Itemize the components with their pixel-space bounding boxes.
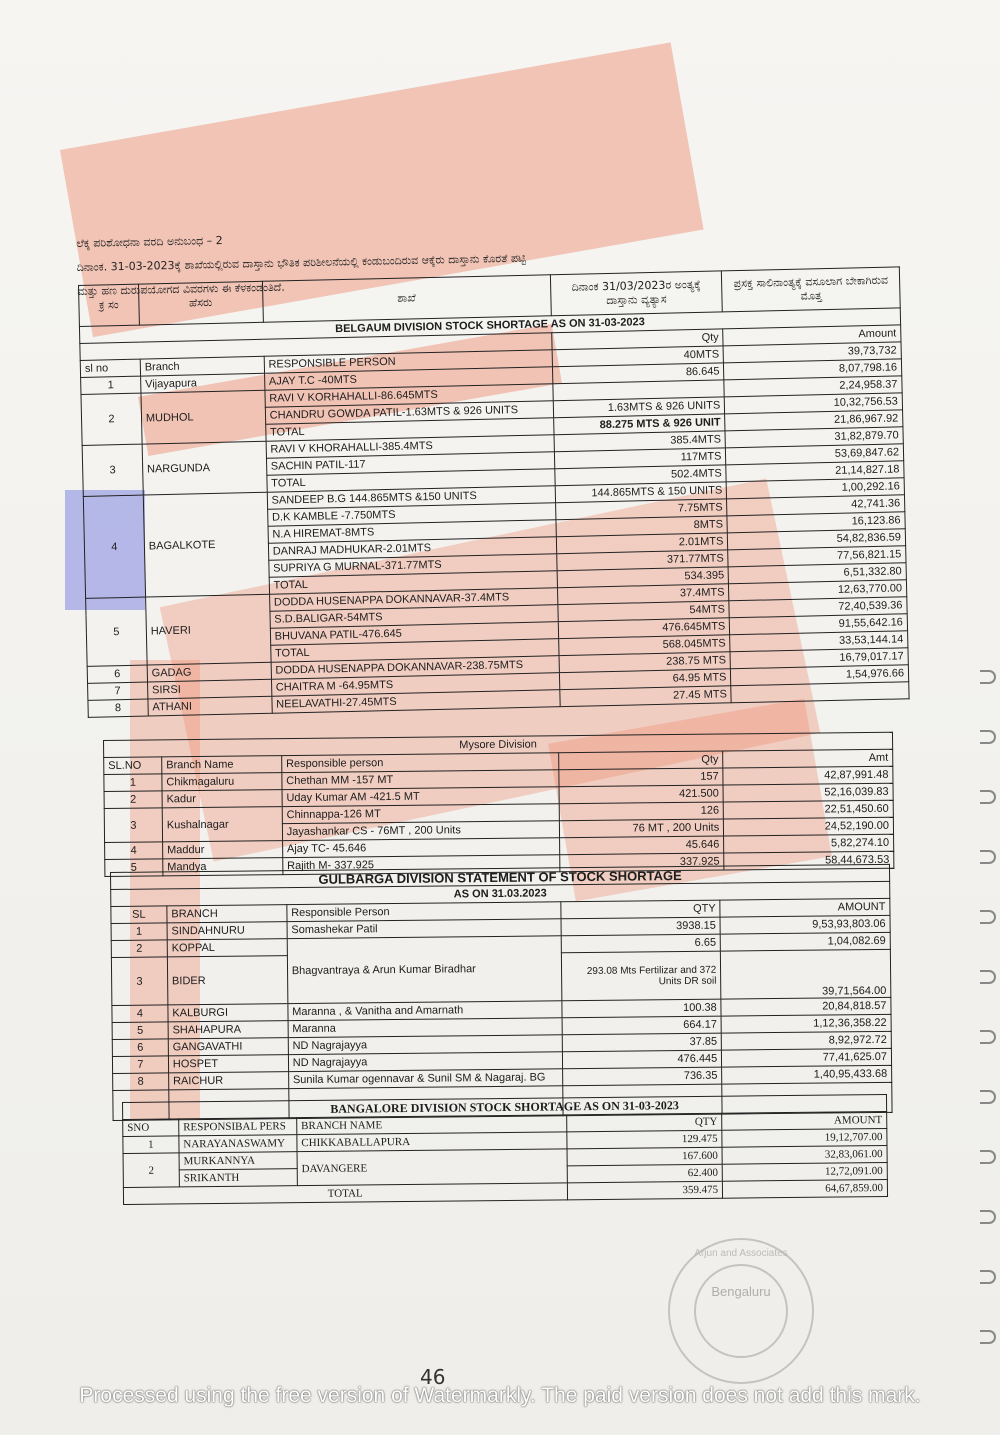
table-cell: 39,71,564.00 (721, 949, 891, 999)
table-cell: SHAHAPURA (168, 1021, 288, 1039)
table-cell: 20,84,818.57 (721, 997, 891, 1016)
spiral-binding (980, 1150, 996, 1164)
table-cell: 7 (88, 682, 148, 700)
col-header-stock-diff: ದಿನಾಂಕ 31/03/2023ರ ಅಂತ್ಯಕ್ಕೆ ದಾಸ್ತಾನು ವ್ಯತ್ಯಾಸ (550, 271, 723, 316)
table-cell: 6 (112, 1039, 168, 1057)
watermark-text: Processed using the free version of Watermarkly. The paid version does not add this mark. (79, 1384, 921, 1407)
table-cell: 6 (87, 665, 147, 683)
table-cell: BAGALKOTE (143, 492, 269, 597)
table-cell: KOPPAL (167, 939, 287, 957)
header-line-1: ಲೆಕ್ಕ ಪರಿಶೋಧನಾ ವರದಿ ಅನುಬಂಧ – 2 (76, 233, 223, 250)
table-cell: 7 (112, 1056, 168, 1074)
col-header-branch: ಶಾಖೆ (262, 275, 551, 323)
mysore-person-header: Responsible person (281, 753, 559, 773)
table-cell: MURKANNYA (179, 1152, 297, 1170)
table-cell: NARAYANASWAMY (179, 1135, 297, 1153)
spiral-binding (980, 1330, 996, 1344)
table-cell: HOSPET (168, 1055, 288, 1073)
table-cell: 72,40,539.36 (729, 597, 907, 618)
table-cell: 385.4MTS (554, 431, 726, 452)
table-cell: 8MTS (555, 516, 727, 537)
table-cell: 77,41,625.07 (722, 1048, 892, 1067)
table-cell: 371.77MTS (556, 550, 728, 571)
table-cell: RAICHUR (168, 1072, 288, 1090)
table-cell: 476.645MTS (558, 618, 730, 639)
bangalore-total-qty: 359.475 (567, 1181, 723, 1200)
table-cell: CHANDRU GOWDA PATIL-1.63MTS & 926 UNITS (265, 401, 553, 425)
table-cell: 1,12,36,358.22 (721, 1014, 891, 1033)
table-cell: 64.95 MTS (559, 669, 731, 690)
table-cell: ATHANI (148, 696, 272, 716)
table-cell: 476.445 (562, 1050, 722, 1069)
table-cell: 8,07,798.16 (724, 359, 902, 380)
table-cell: Kushalnagar (162, 807, 282, 842)
table-cell: 24,52,190.00 (724, 817, 894, 836)
table-cell: Sunila Kumar ogennavar & Sunil SM & Nagaraj. BG (288, 1069, 562, 1089)
table-cell: 21,86,967.92 (725, 410, 903, 431)
table-cell: MUDHOL (141, 390, 266, 444)
table-cell: 1,04,082.69 (720, 932, 890, 951)
table-cell: 42,87,991.48 (723, 766, 893, 785)
spiral-binding (980, 910, 996, 924)
table-cell: 4 (83, 495, 145, 598)
table-cell: 62.400 (567, 1164, 723, 1183)
table-cell: SIRSI (147, 679, 271, 699)
table-cell: 1 (104, 774, 162, 792)
table-cell: 117MTS (554, 448, 726, 469)
header-line-2: ದಿನಾಂಕ. 31-03-2023ಕ್ಕೆ ಶಾಖೆಯಲ್ಲಿರುವ ದಾಸ್ತಾನು ಭೌತಿಕ ಪರಿಶೀಲನೆಯಲ್ಲಿ ಕಂಡುಬಂದಿರುವ ಆಕ್ಕೆರು ದಾಸ್ತಾನು ಕೊರತೆ ಪಟ್ಟಿ (76, 251, 527, 274)
table-cell: 4 (105, 842, 163, 860)
table-cell: 736.35 (562, 1067, 722, 1086)
table-cell: 2 (111, 940, 167, 958)
header-line-3: ಮತ್ತು ಹಣ ದುರುಪಯೋಗದ ವಿವರಗಳು ಈ ಕೆಳಕಂಡಂತಿದೆ. (77, 280, 285, 298)
table-cell: 1 (123, 1136, 179, 1154)
table-cell: 54MTS (557, 601, 729, 622)
gulbarga-person-header: Responsible Person (287, 902, 561, 922)
table-cell: 40MTS (552, 346, 724, 367)
gulbarga-table (110, 864, 893, 1121)
table-cell: S.D.BALIGAR-54MTS (270, 605, 558, 629)
table-cell: KALBURGI (168, 1004, 288, 1022)
bangalore-amount-header: AMOUNT (722, 1111, 887, 1130)
spiral-binding (980, 1270, 996, 1284)
table-cell: 19,12,707.00 (722, 1128, 887, 1147)
table-cell: 534.395 (557, 567, 729, 588)
belgaum-slno-header: sl no (80, 359, 140, 377)
table-cell: 5 (105, 859, 163, 877)
spiral-binding (980, 970, 996, 984)
table-cell: RAVI V KORHAHALLI-86.645MTS (265, 384, 553, 408)
belgaum-amount-header: Amount (723, 325, 901, 346)
table-cell: 126 (560, 802, 724, 821)
bangalore-total-amount: 64,67,859.00 (723, 1179, 888, 1198)
belgaum-table (78, 266, 910, 718)
table-cell: 2 (81, 393, 142, 445)
table-cell: 144.865MTS & 150 UNITS (555, 482, 727, 503)
table-cell: Maranna (288, 1018, 562, 1038)
gulbarga-subtitle: AS ON 31.03.2023 (111, 881, 890, 906)
mysore-branch-header: Branch Name (162, 756, 282, 774)
bangalore-person-header: RESPONSIBAL PERS (179, 1118, 297, 1136)
table-cell: DAVANGERE (297, 1149, 567, 1186)
table-cell: TOTAL (270, 639, 558, 663)
bangalore-sno-header: SNO (123, 1119, 179, 1137)
table-cell: 1.63MTS & 926 UNITS (553, 397, 725, 418)
table-cell: ND Nagrajayya (288, 1035, 562, 1055)
table-cell: NEELAVATHI-27.45MTS (272, 690, 560, 714)
mysore-table (103, 732, 894, 877)
col-header-recovery: ಪ್ರಸಕ್ತ ಸಾಲಿನಾಂತ್ಯಕ್ಕೆ ವಸೂಲಾಗ ಬೇಕಾಗಿರುವ ಮೊತ್ತ (722, 267, 900, 312)
table-cell: 7.75MTS (555, 499, 727, 520)
table-cell: 8,92,972.72 (722, 1031, 892, 1050)
table-cell: 421.500 (559, 785, 723, 804)
table-cell: 9,53,93,803.06 (720, 915, 890, 934)
spiral-binding (980, 1030, 996, 1044)
table-cell: 6,51,332.80 (728, 563, 906, 584)
table-cell: 22,51,450.60 (723, 800, 893, 819)
table-cell: BIDER (167, 956, 287, 1005)
table-cell: SRIKANTH (179, 1169, 297, 1187)
table-cell: 2,24,958.37 (724, 376, 902, 397)
table-cell: ND Nagrajayya (288, 1052, 562, 1072)
table-cell (731, 682, 909, 703)
bangalore-title: BANGALORE DIVISION STOCK SHORTAGE AS ON 31-03-2023 (123, 1094, 887, 1119)
auditor-seal (668, 1238, 814, 1384)
table-cell: 45.646 (560, 836, 724, 855)
table-cell: 1 (111, 923, 167, 941)
table-cell: Bhagvantraya & Arun Kumar Biradhar (287, 936, 562, 1004)
table-cell: 293.08 Mts Fertilizar and 372 Units DR soil (561, 951, 721, 1001)
table-cell: 5,82,274.10 (724, 834, 894, 853)
table-cell: DODDA HUSENAPPA DOKANNAVAR-238.75MTS (271, 656, 559, 680)
table-cell: 77,56,821.15 (728, 546, 906, 567)
table-cell: 100.38 (562, 999, 722, 1018)
table-cell: 86.645 (552, 363, 724, 384)
table-cell: 568.045MTS (558, 635, 730, 656)
table-cell: DANRAJ MADHUKAR-2.01MTS (268, 537, 556, 561)
table-cell: 54,82,836.59 (728, 529, 906, 550)
page-number: 46 (420, 1365, 446, 1389)
table-cell: TOTAL (265, 418, 553, 442)
table-cell: Somashekar Patil (287, 919, 561, 939)
table-cell: 16,79,017.17 (730, 648, 908, 669)
mysore-title: Mysore Division (104, 732, 893, 757)
table-cell: N.A HIREMAT-8MTS (268, 520, 556, 544)
table-cell: 6.65 (561, 934, 721, 953)
table-cell: D.K KAMBLE -7.750MTS (267, 503, 555, 527)
table-cell: 53,69,847.62 (726, 444, 904, 465)
gulbarga-amount-header: AMOUNT (720, 898, 890, 917)
seal-city: Bengaluru (711, 1284, 771, 1299)
table-cell: 3 (82, 444, 143, 496)
table-cell: 3 (111, 957, 167, 1006)
table-cell: 58,44,673.53 (724, 851, 894, 870)
table-cell: Kadur (162, 790, 282, 808)
table-cell: 2 (123, 1153, 179, 1188)
table-cell: Chinnappa-126 MT (282, 804, 560, 824)
table-cell: 3938.15 (561, 917, 721, 936)
bangalore-total-label: TOTAL (123, 1183, 567, 1205)
table-cell: 167.600 (567, 1147, 723, 1166)
table-cell: 238.75 MTS (559, 652, 731, 673)
table-cell: 8 (113, 1073, 169, 1091)
spiral-binding (980, 670, 996, 684)
table-cell: DODDA HUSENAPPA DOKANNAVAR-37.4MTS (269, 588, 557, 612)
belgaum-title: BELGAUM DIVISION STOCK SHORTAGE AS ON 31-03-2023 (79, 308, 900, 344)
bangalore-qty-header: QTY (566, 1113, 722, 1132)
col-header-name: ಹೆಸರು (138, 281, 263, 325)
table-cell: 1 (81, 376, 141, 394)
table-cell: Mandya (163, 858, 283, 876)
seal-text: Arjun and Associates (694, 1248, 788, 1259)
table-cell: 502.4MTS (554, 465, 726, 486)
table-cell: 21,14,827.18 (726, 461, 904, 482)
table-cell: 91,55,642.16 (730, 614, 908, 635)
spiral-binding (980, 1090, 996, 1104)
table-cell: 337.925 (560, 853, 724, 872)
mysore-slno-header: SL.NO (104, 757, 162, 775)
table-cell: HAVERI (145, 594, 270, 665)
table-cell: 27.45 MTS (559, 686, 731, 707)
spiral-binding (980, 850, 996, 864)
mysore-qty-header: Qty (559, 751, 723, 770)
table-cell: TOTAL (267, 469, 555, 493)
table-cell: 8 (88, 699, 148, 717)
table-cell: BHUVANA PATIL-476.645 (270, 622, 558, 646)
bangalore-table (122, 1094, 888, 1205)
gulbarga-sl-header: SL (111, 906, 167, 924)
table-cell: 33,53,144.14 (730, 631, 908, 652)
table-cell: SUPRIYA G MURNAL-371.77MTS (268, 554, 556, 578)
spiral-binding (980, 1210, 996, 1224)
table-cell: 129.475 (566, 1130, 722, 1149)
bangalore-branch-header: BRANCH NAME (297, 1115, 567, 1135)
belgaum-qty-header: Qty (551, 329, 723, 350)
table-cell: GADAG (147, 662, 271, 682)
table-cell: Chikmagaluru (162, 773, 282, 791)
spiral-binding (980, 790, 996, 804)
spiral-binding (980, 730, 996, 744)
table-cell: 2.01MTS (556, 533, 728, 554)
table-cell: Rajith M- 337.925 (283, 855, 561, 875)
table-cell: CHAITRA M -64.95MTS (271, 673, 559, 697)
table-cell: Maranna , & Vanitha and Amarnath (288, 1001, 562, 1021)
table-cell: Jayashankar CS - 76MT , 200 Units (282, 821, 560, 841)
table-cell: Chethan MM -157 MT (282, 770, 560, 790)
table-cell: GANGAVATHI (168, 1038, 288, 1056)
table-cell: 37.85 (562, 1033, 722, 1052)
table-cell: 1,00,292.16 (727, 478, 905, 499)
table-cell: 16,123.86 (727, 512, 905, 533)
table-cell: 52,16,039.83 (723, 783, 893, 802)
table-cell: SANDEEP B.G 144.865MTS &150 UNITS (267, 486, 555, 510)
table-cell: CHIKKABALLAPURA (297, 1132, 567, 1152)
mysore-amt-header: Amt (723, 749, 893, 768)
table-cell: AJAY T.C -40MTS (264, 367, 552, 391)
table-cell: Maddur (163, 841, 283, 859)
table-cell: 37.4MTS (557, 584, 729, 605)
table-cell: TOTAL (269, 571, 557, 595)
table-cell: NARGUNDA (142, 441, 267, 495)
belgaum-branch-header: Branch (140, 356, 264, 376)
table-cell: 32,83,061.00 (722, 1145, 887, 1164)
table-cell: 88.275 MTS & 926 UNIT (553, 414, 725, 435)
table-cell: 12,63,770.00 (729, 580, 907, 601)
table-cell: 1,54,976.66 (731, 665, 909, 686)
table-cell: SINDAHNURU (167, 922, 287, 940)
belgaum-person-header: RESPONSIBLE PERSON (264, 350, 552, 374)
gulbarga-title: GULBARGA DIVISION STATEMENT OF STOCK SHORTAGE (111, 864, 890, 889)
table-cell: 1,40,95,433.68 (722, 1065, 892, 1084)
table-cell: 157 (559, 768, 723, 787)
table-cell: 39,73,732 (723, 342, 901, 363)
gulbarga-qty-header: QTY (561, 900, 721, 919)
table-cell: Ajay TC- 45.646 (282, 838, 560, 858)
table-cell: 42,741.36 (727, 495, 905, 516)
table-cell: 5 (86, 597, 147, 666)
table-cell: Vijayapura (140, 373, 264, 393)
table-cell: 5 (112, 1022, 168, 1040)
table-cell: Uday Kumar AM -421.5 MT (282, 787, 560, 807)
table-cell: 2 (104, 791, 162, 809)
table-cell: SACHIN PATIL-117 (266, 452, 554, 476)
table-cell: 12,72,091.00 (722, 1162, 887, 1181)
gulbarga-branch-header: BRANCH (167, 905, 287, 923)
table-cell: 664.17 (562, 1016, 722, 1035)
table-cell: 10,32,756.53 (725, 393, 903, 414)
table-cell: 76 MT , 200 Units (560, 819, 724, 838)
col-header-sl: ಕ್ರ ಸಂ (79, 284, 140, 326)
table-cell: 31,82,879.70 (725, 427, 903, 448)
table-cell: 4 (112, 1005, 168, 1023)
table-cell: 3 (104, 808, 162, 843)
table-cell: RAVI V KHORAHALLI-385.4MTS (266, 435, 554, 459)
